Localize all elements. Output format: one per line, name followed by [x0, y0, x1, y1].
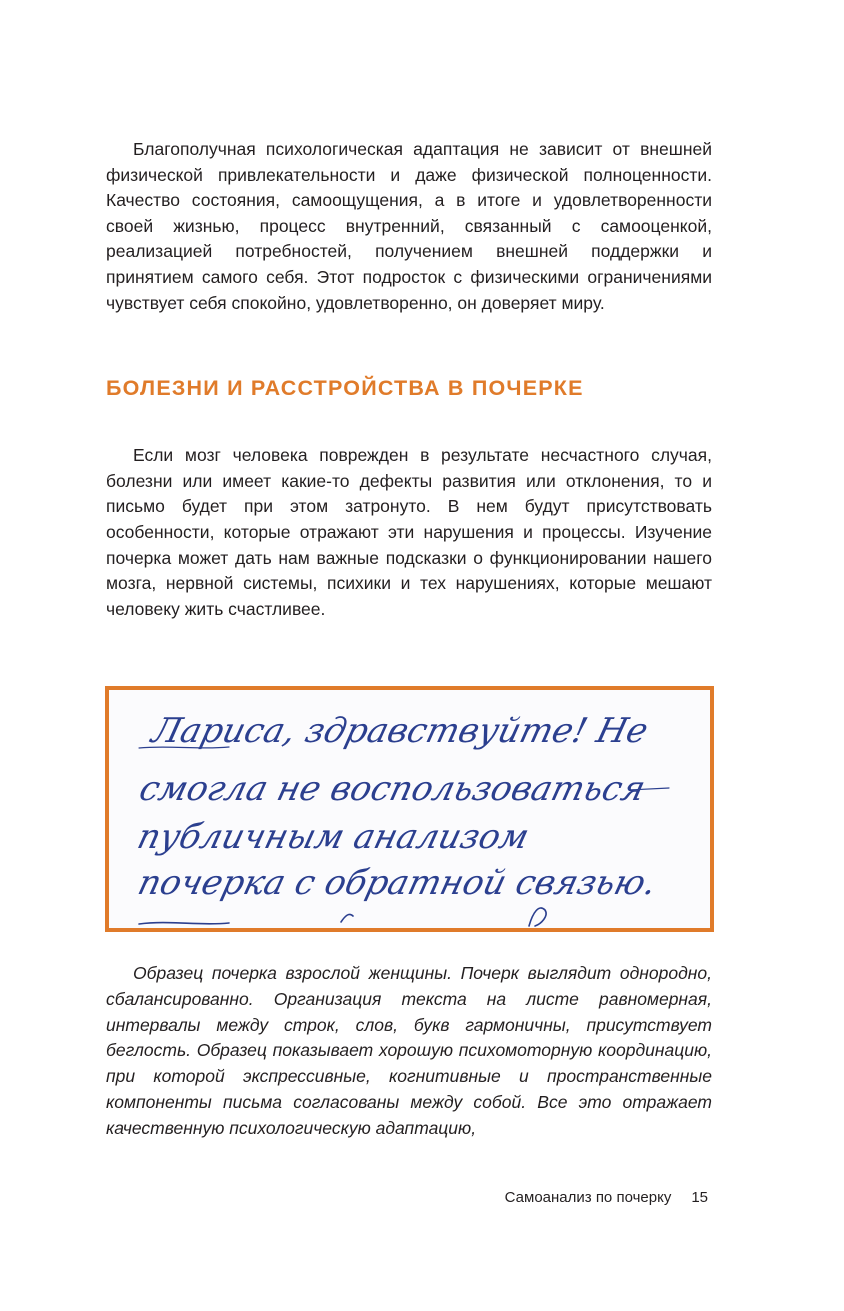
page-footer — [505, 1189, 708, 1206]
running-footer-title: Самоанализ по почерку — [504, 1189, 672, 1206]
page-body — [106, 137, 712, 622]
body-paragraph-2: Если мозг человека поврежден в результате несчастного случая, болезни или имеет какие-то дефекты развития или отклонения, то и письмо будет при этом затронуто. В нем будут присутствовать особенности, которые отражают эти нарушения и процессы. Изучение почерка может дать нам важные подсказки о функционировании нашего мозга, нервной системы, психики и тех нарушениях, которые мешают человеку жить счастливее. — [106, 445, 712, 619]
sample-caption: Образец почерка взрослой женщины. Почерк выглядит однородно, сбалансированно. Организация текста на листе равномерная, интервалы между строк, слов, букв гармоничны, присутствует беглость. Образец показывает хорошую психомоторную координацию, при которой экспрессивные, когнитивные и пространственные компоненты письма согласованы между собой. Все это отражает качественную психологическую адаптацию, — [106, 963, 712, 1138]
handwriting-line-1: Лариса, здравствуйте! Не — [147, 711, 652, 751]
body-paragraph-1: Благополучная психологическая адаптация не зависит от внешней физической привлекательности и даже физической полноценности. Качество состояния, самоощущения, а в итоге и удовлетворенности своей жизнью, процесс внутренний, связанный с самооценкой, реализацией потребностей, получением внешней поддержки и принятием самого себя. Этот подросток с физическими ограничениями чувствует себя спокойно, удовлетворенно, он доверяет миру. — [106, 139, 712, 313]
handwriting-line-2: смогла не воспользоваться — [135, 769, 650, 809]
page-number: 15 — [691, 1189, 708, 1206]
ink-stroke — [529, 908, 546, 926]
ink-stroke — [341, 914, 353, 922]
handwriting-sample-image — [109, 690, 710, 928]
section-heading: БОЛЕЗНИ И РАССТРОЙСТВА В ПОЧЕРКЕ — [106, 376, 584, 401]
handwriting-line-3: публичным анализом — [133, 817, 533, 857]
ink-stroke — [139, 923, 229, 924]
handwriting-line-4: почерка с обратной связью. — [133, 863, 661, 903]
handwriting-sample-frame — [105, 686, 714, 932]
